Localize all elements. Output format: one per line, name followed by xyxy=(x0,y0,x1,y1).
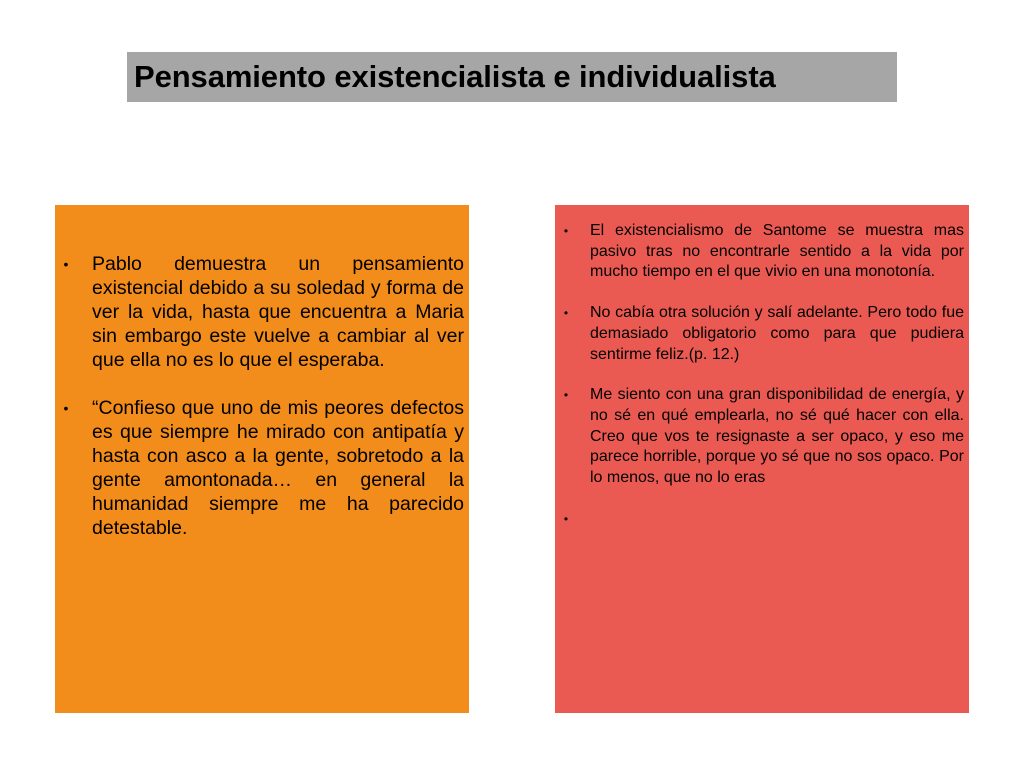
bullet-dot-icon: • xyxy=(563,388,569,403)
right-bullet-text: Me siento con una gran disponibilidad de energía, y no sé en qué emplearla, no sé qué hacer con ella. Creo que vos te resignaste a ser opaco, y eso me parece horrible, porque yo sé que no sos opaco. Por lo menos, que no lo eras xyxy=(590,386,964,487)
right-bullet-item xyxy=(561,303,964,365)
bullet-dot-icon: • xyxy=(563,224,569,238)
right-bullet-text: El existencialismo de Santome se muestra mas pasivo tras no encontrarle sentido a la vida por mucho tiempo en el que vivio en una monotonía. xyxy=(590,222,964,281)
slide-title: Pensamiento existencialista e individualista xyxy=(134,59,776,94)
bullet-dot-icon: • xyxy=(563,511,569,526)
right-bullet-text: No cabía otra solución y salí adelante. Pero todo fue demasiado obligatorio como para que pudiera sentirme feliz.(p. 12.) xyxy=(590,304,964,363)
left-bullet-list xyxy=(61,252,464,540)
right-bullet-list xyxy=(561,221,964,529)
title-box xyxy=(127,52,897,102)
left-bullet-text: “Confieso que uno de mis peores defectos es que siempre he mirado con antipatía y hasta con asco a la gente, sobretodo a la gente amontonada… en general la humanidad siempre me ha parecido detestable. xyxy=(92,397,464,539)
left-text-panel xyxy=(55,205,469,713)
left-bullet-text: Pablo demuestra un pensamiento existencial debido a su soledad y forma de ver la vida, hasta que encuentra a Maria sin embargo este vuelve a cambiar al ver que ella no es lo que el esperaba. xyxy=(92,253,464,371)
bullet-dot-icon: • xyxy=(563,306,569,321)
bullet-dot-icon: • xyxy=(63,256,69,272)
right-text-panel xyxy=(555,205,969,713)
left-bullet-item xyxy=(61,252,464,372)
left-bullet-item xyxy=(61,396,464,540)
right-bullet-item xyxy=(561,385,964,489)
bullet-dot-icon: • xyxy=(63,400,69,416)
right-bullet-item-empty xyxy=(561,509,964,530)
right-bullet-item xyxy=(561,221,964,283)
